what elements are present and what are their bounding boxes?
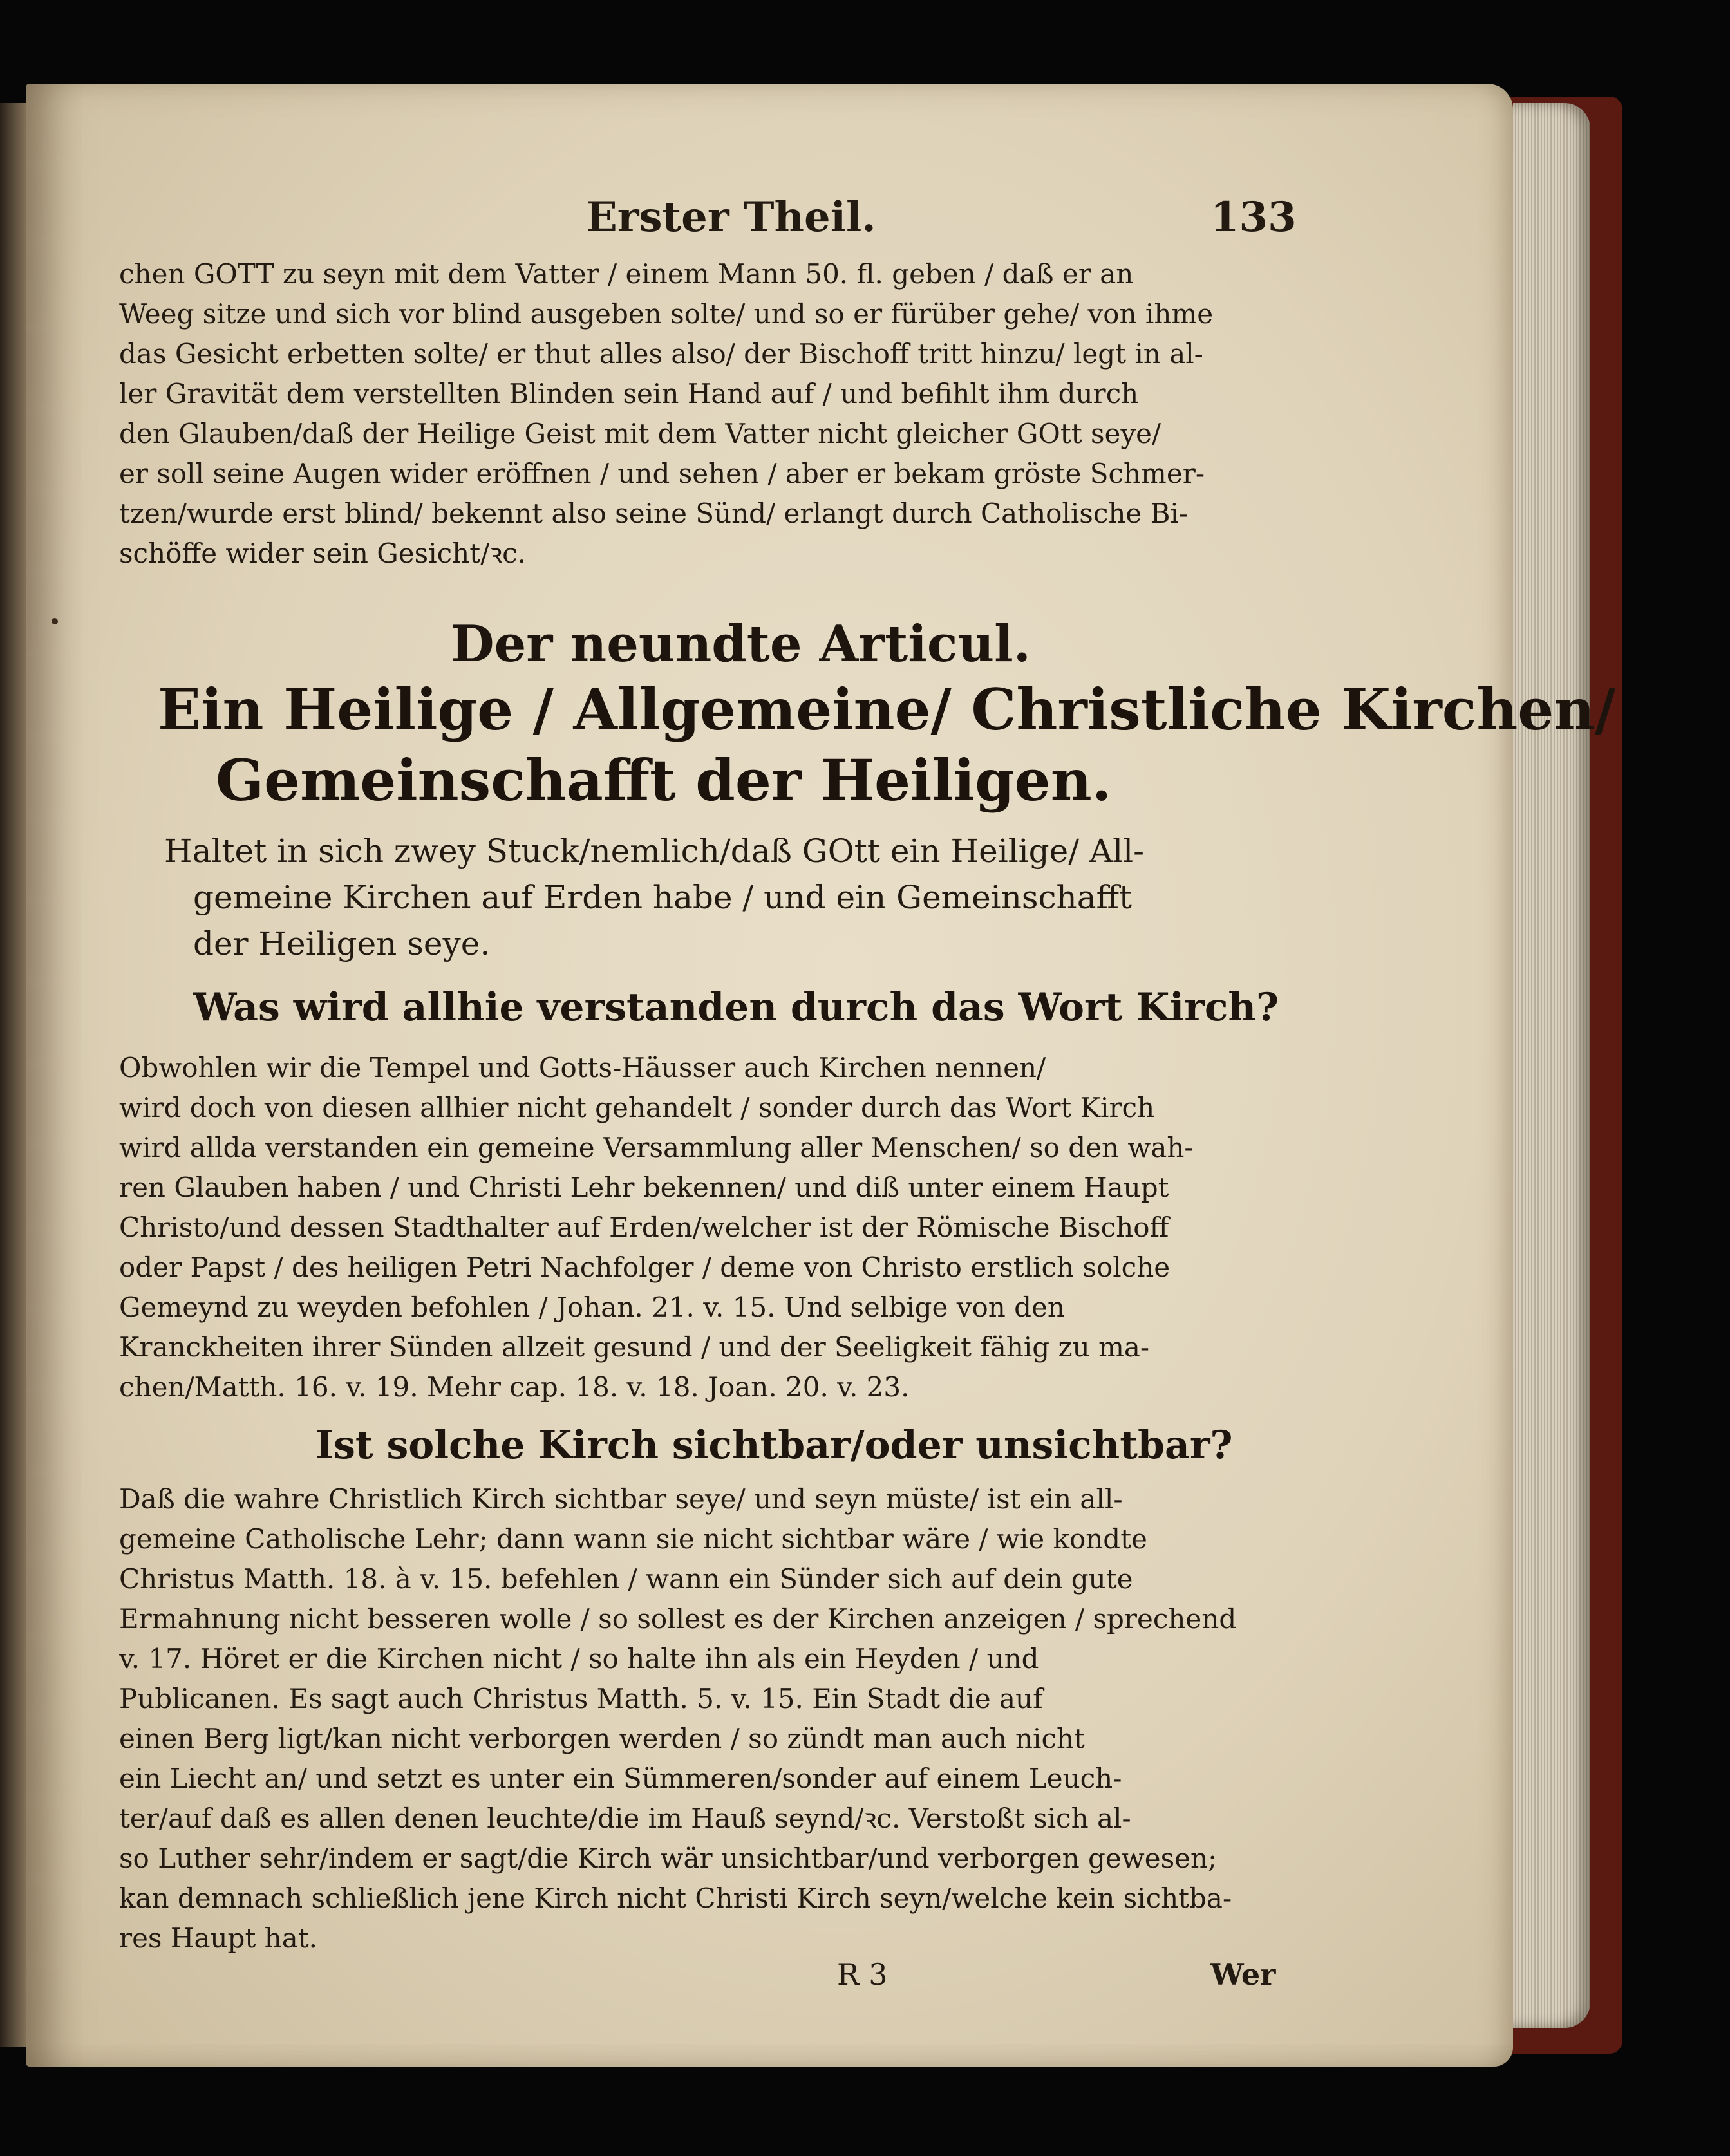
text-line: so Luther sehr/indem er sagt/die Kirch wär unsichtbar/und verborgen gewesen; <box>119 1842 1218 1874</box>
text-line: wird allda verstanden ein gemeine Versammlung aller Menschen/ so den wah- <box>119 1132 1194 1163</box>
text-line: ler Gravität dem verstellten Blinden sein Hand auf / und befihlt ihm durch <box>119 378 1139 409</box>
article-title-line: Ein Heilige / Allgemeine/ Christliche Kirchen/ <box>158 676 1616 743</box>
text-line: einen Berg ligt/kan nicht verborgen werden / so zündt man auch nicht <box>119 1723 1085 1754</box>
text-line: Christus Matth. 18. à v. 15. befehlen / wann ein Sünder sich auf dein gute <box>119 1563 1133 1595</box>
running-head: Erster Theil. <box>586 193 876 241</box>
text-line: das Gesicht erbetten solte/ er thut alles also/ der Bischoff tritt hinzu/ legt in al- <box>119 338 1203 370</box>
catchword: Wer <box>1210 1957 1276 1992</box>
text-line: Weeg sitze und sich vor blind ausgeben solte/ und so er fürüber gehe/ von ihme <box>119 298 1214 330</box>
question-heading: Was wird allhie verstanden durch das Wort Kirch? <box>193 985 1279 1030</box>
margin-mark <box>52 618 58 624</box>
text-line: tzen/wurde erst blind/ bekennt also seine Sünd/ erlangt durch Catholische Bi- <box>119 498 1189 529</box>
summary-line: Haltet in sich zwey Stuck/nemlich/daß GOtt ein Heilige/ All- <box>164 832 1144 870</box>
text-line: Publicanen. Es sagt auch Christus Matth. 5. v. 15. Ein Stadt die auf <box>119 1683 1043 1714</box>
text-line: ein Liecht an/ und setzt es unter ein Sümmeren/sonder auf einem Leuch- <box>119 1763 1122 1794</box>
text-line: schöffe wider sein Gesicht/ꝛc. <box>119 538 527 569</box>
text-line: chen GOTT zu seyn mit dem Vatter / einem Mann 50. fl. geben / daß er an <box>119 258 1134 290</box>
text-line: kan demnach schließlich jene Kirch nicht Christi Kirch seyn/welche kein sichtba- <box>119 1882 1232 1914</box>
text-line: res Haupt hat. <box>119 1922 317 1954</box>
text-line: ren Glauben haben / und Christi Lehr bekennen/ und diß unter einem Haupt <box>119 1172 1169 1203</box>
text-line: Obwohlen wir die Tempel und Gotts-Häusser auch Kirchen nennen/ <box>119 1052 1046 1083</box>
text-line: Christo/und dessen Stadthalter auf Erden/welcher ist der Römische Bischoff <box>119 1212 1169 1243</box>
text-line: Kranckheiten ihrer Sünden allzeit gesund / und der Seeligkeit fähig zu ma- <box>119 1331 1150 1363</box>
signature-mark: R 3 <box>837 1957 888 1992</box>
text-line: er soll seine Augen wider eröffnen / und sehen / aber er bekam gröste Schmer- <box>119 458 1205 489</box>
text-line: Daß die wahre Christlich Kirch sichtbar seye/ und seyn müste/ ist ein all- <box>119 1483 1123 1515</box>
text-line: oder Papst / des heiligen Petri Nachfolger / deme von Christo erstlich solche <box>119 1251 1171 1283</box>
text-line: Gemeynd zu weyden befohlen / Johan. 21. v. 15. Und selbige von den <box>119 1291 1065 1323</box>
text-line: wird doch von diesen allhier nicht gehandelt / sonder durch das Wort Kirch <box>119 1092 1155 1123</box>
text-line: v. 17. Höret er die Kirchen nicht / so halte ihn als ein Heyden / und <box>119 1643 1039 1674</box>
text-line: ter/auf daß es allen denen leuchte/die im Hauß seynd/ꝛc. Verstoßt sich al- <box>119 1803 1131 1834</box>
text-line: chen/Matth. 16. v. 19. Mehr cap. 18. v. 18. Joan. 20. v. 23. <box>119 1371 910 1403</box>
page-number: 133 <box>1210 193 1297 241</box>
text-line: den Glauben/daß der Heilige Geist mit dem Vatter nicht gleicher GOtt seye/ <box>119 418 1161 449</box>
text-line: gemeine Catholische Lehr; dann wann sie nicht sichtbar wäre / wie kondte <box>119 1523 1147 1555</box>
text-line: Ermahnung nicht besseren wolle / so sollest es der Kirchen anzeigen / sprechend <box>119 1603 1237 1635</box>
page-block-edge <box>1513 103 1590 2028</box>
article-title-line: Gemeinschafft der Heiligen. <box>216 747 1112 814</box>
summary-line: der Heiligen seye. <box>193 925 491 962</box>
summary-line: gemeine Kirchen auf Erden habe / und ein Gemeinschafft <box>193 879 1133 916</box>
question-heading: Ist solche Kirch sichtbar/oder unsichtbar? <box>315 1423 1233 1468</box>
article-heading: Der neundte Articul. <box>451 615 1031 673</box>
